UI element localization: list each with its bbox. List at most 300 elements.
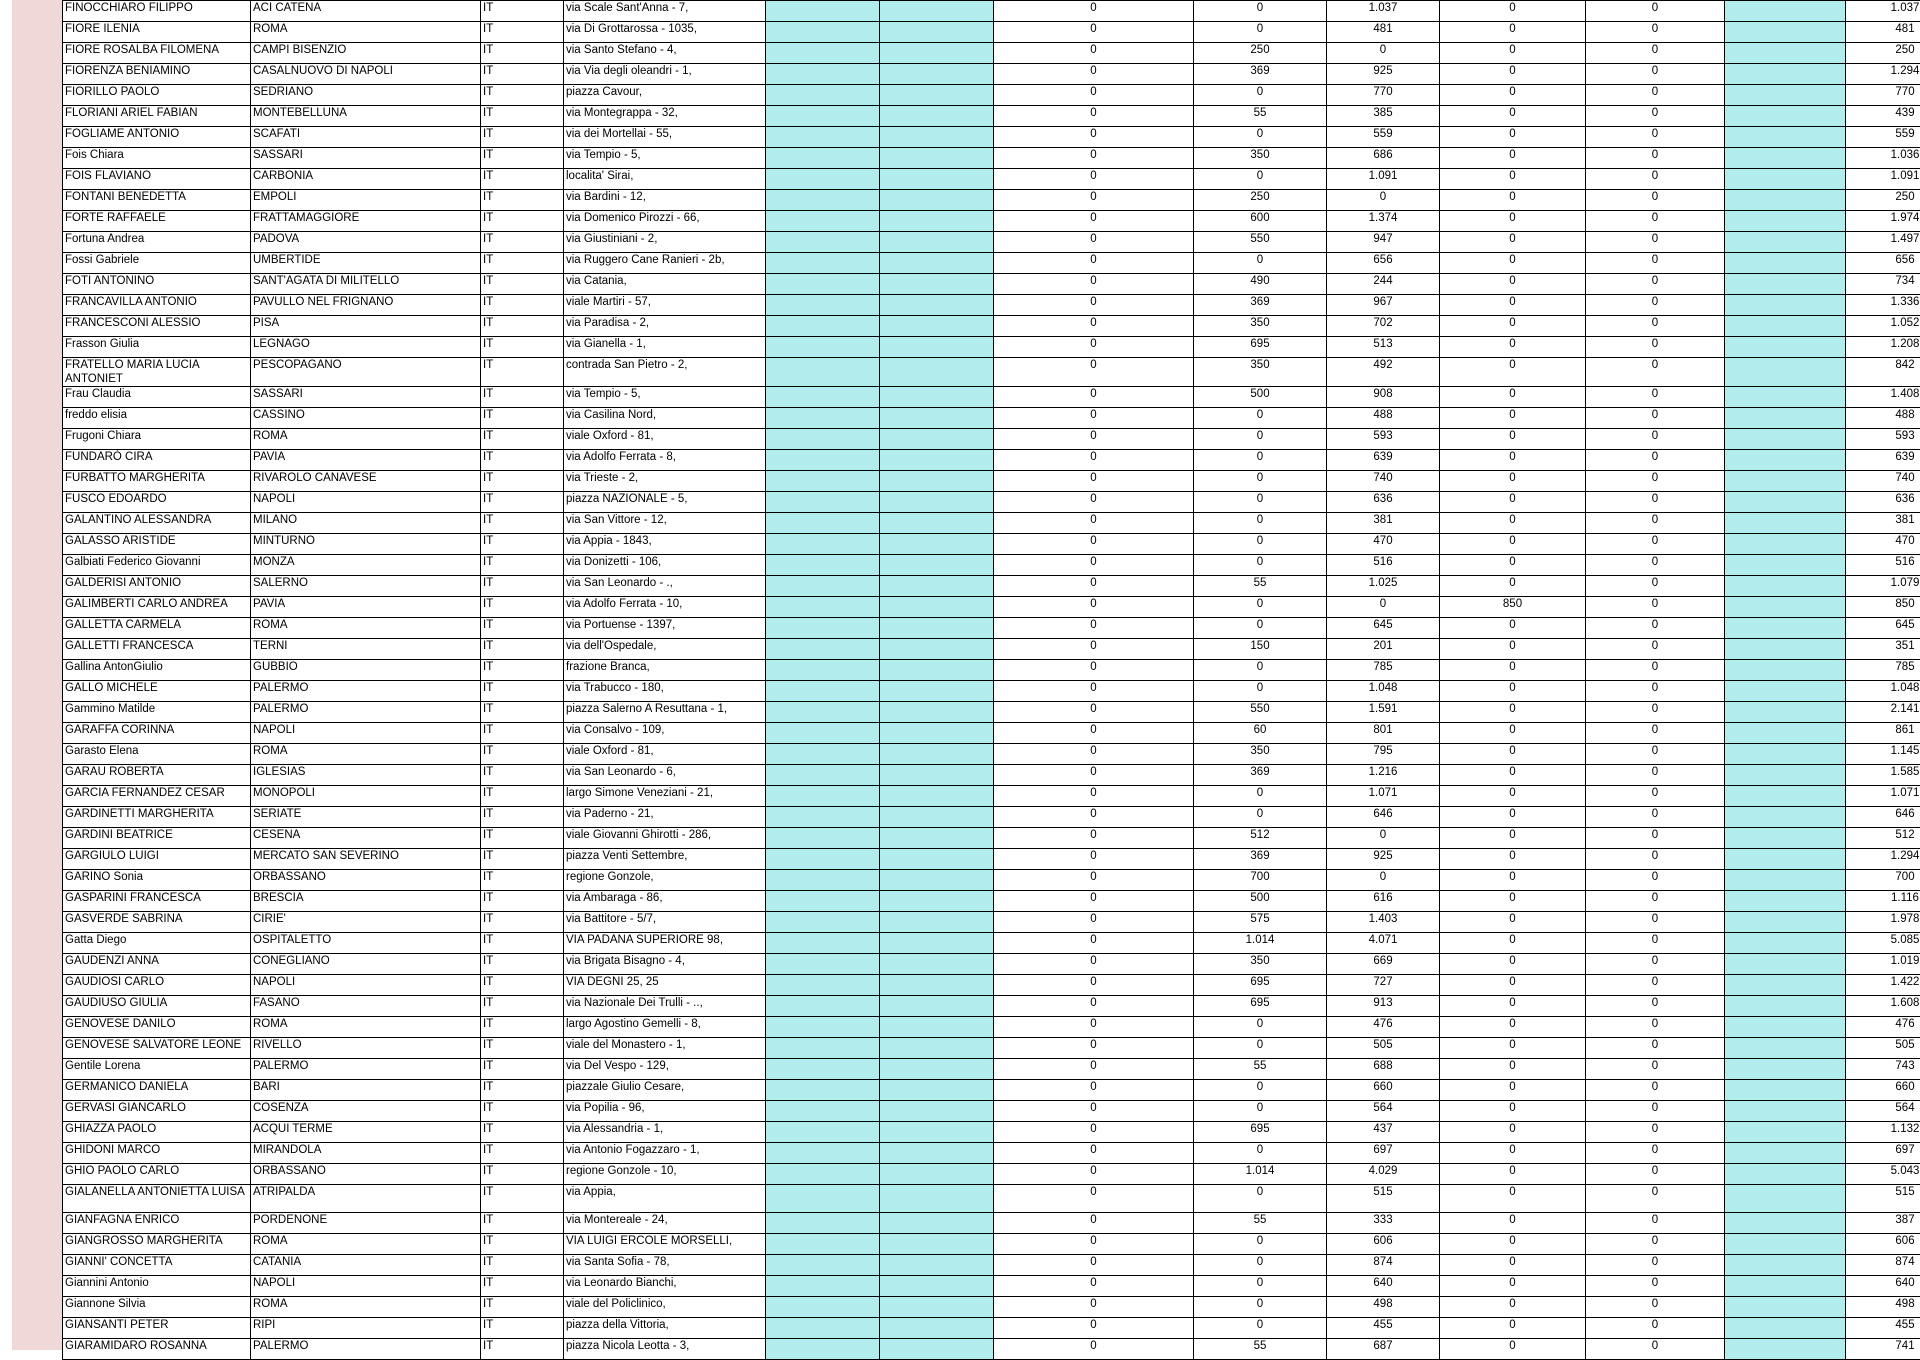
cell-city: MONTEBELLUNA <box>251 106 481 127</box>
cell-empty-highlight <box>766 1318 880 1339</box>
table-row <box>63 106 1920 127</box>
cell-empty-highlight <box>1725 408 1846 429</box>
table-row <box>63 211 1920 232</box>
cell-empty-highlight <box>880 828 994 849</box>
cell-address: VIA DEGNI 25, 25 <box>564 975 766 996</box>
cell-empty-highlight <box>880 211 994 232</box>
table-row <box>63 1185 1920 1213</box>
cell-value: 55 <box>1194 576 1327 597</box>
cell-name: GALLETTA CARMELA <box>63 618 251 639</box>
cell-city: CAMPI BISENZIO <box>251 43 481 64</box>
cell-value: 455 <box>1327 1318 1440 1339</box>
cell-total: 250 <box>1846 190 1920 211</box>
cell-total: 476 <box>1846 1017 1920 1038</box>
cell-empty-highlight <box>766 891 880 912</box>
cell-value: 385 <box>1327 106 1440 127</box>
cell-value: 0 <box>1440 295 1586 316</box>
cell-total: 1.408 <box>1846 387 1920 408</box>
cell-value: 515 <box>1327 1185 1440 1213</box>
cell-city: MIRANDOLA <box>251 1143 481 1164</box>
cell-country: IT <box>481 681 564 702</box>
table-row <box>63 85 1920 106</box>
cell-value: 0 <box>1586 1185 1725 1213</box>
cell-city: PADOVA <box>251 232 481 253</box>
cell-city: SASSARI <box>251 148 481 169</box>
cell-empty-highlight <box>766 870 880 891</box>
table-row <box>63 1339 1920 1360</box>
cell-total: 740 <box>1846 471 1920 492</box>
cell-empty-highlight <box>880 1 994 22</box>
cell-total: 743 <box>1846 1059 1920 1080</box>
cell-value: 0 <box>994 253 1194 274</box>
cell-value: 0 <box>1440 1276 1586 1297</box>
cell-city: PAVULLO NEL FRIGNANO <box>251 295 481 316</box>
cell-value: 0 <box>1440 148 1586 169</box>
cell-country: IT <box>481 954 564 975</box>
cell-total: 1.019 <box>1846 954 1920 975</box>
cell-empty-highlight <box>1725 274 1846 295</box>
cell-value: 201 <box>1327 639 1440 660</box>
cell-value: 0 <box>1440 253 1586 274</box>
cell-value: 0 <box>1586 744 1725 765</box>
cell-value: 575 <box>1194 912 1327 933</box>
cell-name: GIARAMIDARO ROSANNA <box>63 1339 251 1360</box>
cell-empty-highlight <box>1725 576 1846 597</box>
cell-value: 0 <box>994 702 1194 723</box>
cell-value: 695 <box>1194 337 1327 358</box>
cell-empty-highlight <box>1725 253 1846 274</box>
cell-value: 0 <box>994 660 1194 681</box>
cell-city: OSPITALETTO <box>251 933 481 954</box>
cell-value: 0 <box>1586 253 1725 274</box>
cell-total: 700 <box>1846 870 1920 891</box>
table-row <box>63 660 1920 681</box>
cell-address: largo Simone Veneziani - 21, <box>564 786 766 807</box>
cell-value: 740 <box>1327 471 1440 492</box>
cell-address: via Battitore - 5/7, <box>564 912 766 933</box>
cell-city: RIVAROLO CANAVESE <box>251 471 481 492</box>
cell-value: 0 <box>1194 786 1327 807</box>
table-row <box>63 1017 1920 1038</box>
cell-address: via Brigata Bisagno - 4, <box>564 954 766 975</box>
cell-value: 55 <box>1194 106 1327 127</box>
cell-value: 0 <box>994 316 1194 337</box>
cell-value: 0 <box>1586 387 1725 408</box>
cell-value: 0 <box>994 1234 1194 1255</box>
cell-empty-highlight <box>1725 975 1846 996</box>
cell-address: via Catania, <box>564 274 766 295</box>
cell-value: 0 <box>1194 534 1327 555</box>
table-row <box>63 1276 1920 1297</box>
cell-address: piazza della Vittoria, <box>564 1318 766 1339</box>
cell-country: IT <box>481 597 564 618</box>
cell-value: 0 <box>1440 43 1586 64</box>
cell-empty-highlight <box>766 975 880 996</box>
cell-empty-highlight <box>1725 1297 1846 1318</box>
cell-name: GAUDENZI ANNA <box>63 954 251 975</box>
cell-name: GARGIULO LUIGI <box>63 849 251 870</box>
cell-value: 55 <box>1194 1213 1327 1234</box>
cell-empty-highlight <box>766 1059 880 1080</box>
cell-name: Frugoni Chiara <box>63 429 251 450</box>
cell-total: 1.116 <box>1846 891 1920 912</box>
cell-value: 0 <box>1194 253 1327 274</box>
cell-value: 0 <box>1586 471 1725 492</box>
cell-country: IT <box>481 1038 564 1059</box>
cell-total: 512 <box>1846 828 1920 849</box>
cell-empty-highlight <box>880 337 994 358</box>
cell-value: 0 <box>1440 912 1586 933</box>
cell-value: 0 <box>1586 765 1725 786</box>
cell-value: 727 <box>1327 975 1440 996</box>
cell-empty-highlight <box>766 274 880 295</box>
cell-value: 381 <box>1327 513 1440 534</box>
cell-name: GENOVESE DANILO <box>63 1017 251 1038</box>
cell-value: 1.014 <box>1194 1164 1327 1185</box>
cell-value: 550 <box>1194 702 1327 723</box>
cell-total: 1.048 <box>1846 681 1920 702</box>
cell-value: 0 <box>994 337 1194 358</box>
cell-city: CONEGLIANO <box>251 954 481 975</box>
cell-value: 0 <box>1586 975 1725 996</box>
cell-city: LEGNAGO <box>251 337 481 358</box>
cell-address: piazza Venti Settembre, <box>564 849 766 870</box>
cell-country: IT <box>481 358 564 387</box>
cell-address: via Consalvo - 109, <box>564 723 766 744</box>
cell-name: FURBATTO MARGHERITA <box>63 471 251 492</box>
cell-value: 481 <box>1327 22 1440 43</box>
cell-address: via Bardini - 12, <box>564 190 766 211</box>
cell-value: 0 <box>1586 786 1725 807</box>
cell-empty-highlight <box>1725 744 1846 765</box>
cell-total: 505 <box>1846 1038 1920 1059</box>
cell-value: 0 <box>1440 1122 1586 1143</box>
cell-empty-highlight <box>1725 492 1846 513</box>
cell-value: 0 <box>1440 1318 1586 1339</box>
cell-empty-highlight <box>880 1297 994 1318</box>
cell-city: CESENA <box>251 828 481 849</box>
cell-empty-highlight <box>880 534 994 555</box>
cell-value: 0 <box>1586 513 1725 534</box>
cell-address: via Donizetti - 106, <box>564 555 766 576</box>
cell-value: 0 <box>1586 1017 1725 1038</box>
cell-value: 0 <box>1586 681 1725 702</box>
table-row <box>63 1 1920 22</box>
cell-value: 0 <box>994 933 1194 954</box>
cell-value: 0 <box>994 1 1194 22</box>
cell-empty-highlight <box>766 358 880 387</box>
cell-address: piazza Salerno A Resuttana - 1, <box>564 702 766 723</box>
cell-country: IT <box>481 1080 564 1101</box>
cell-name: freddo elisia <box>63 408 251 429</box>
cell-value: 0 <box>1586 702 1725 723</box>
cell-value: 500 <box>1194 387 1327 408</box>
cell-value: 0 <box>994 85 1194 106</box>
cell-total: 645 <box>1846 618 1920 639</box>
cell-empty-highlight <box>766 1143 880 1164</box>
cell-total: 640 <box>1846 1276 1920 1297</box>
cell-empty-highlight <box>766 702 880 723</box>
cell-value: 0 <box>1194 127 1327 148</box>
cell-city: ROMA <box>251 1234 481 1255</box>
cell-country: IT <box>481 471 564 492</box>
cell-value: 55 <box>1194 1339 1327 1360</box>
cell-value: 0 <box>1586 316 1725 337</box>
spreadsheet <box>62 0 1918 1360</box>
cell-empty-highlight <box>880 295 994 316</box>
cell-empty-highlight <box>880 85 994 106</box>
cell-value: 0 <box>994 975 1194 996</box>
cell-empty-highlight <box>880 723 994 744</box>
cell-city: ACI CATENA <box>251 1 481 22</box>
cell-value: 0 <box>1440 534 1586 555</box>
cell-empty-highlight <box>766 681 880 702</box>
cell-value: 0 <box>1586 534 1725 555</box>
cell-country: IT <box>481 1276 564 1297</box>
cell-empty-highlight <box>880 64 994 85</box>
cell-empty-highlight <box>1725 912 1846 933</box>
cell-total: 516 <box>1846 555 1920 576</box>
cell-total: 741 <box>1846 1339 1920 1360</box>
cell-value: 0 <box>1440 492 1586 513</box>
cell-country: IT <box>481 1255 564 1276</box>
cell-empty-highlight <box>766 1164 880 1185</box>
cell-value: 0 <box>1194 1185 1327 1213</box>
cell-value: 0 <box>1586 954 1725 975</box>
cell-empty-highlight <box>1725 954 1846 975</box>
cell-empty-highlight <box>1725 127 1846 148</box>
cell-value: 1.591 <box>1327 702 1440 723</box>
cell-name: GIANGROSSO MARGHERITA <box>63 1234 251 1255</box>
table-row <box>63 1122 1920 1143</box>
cell-value: 702 <box>1327 316 1440 337</box>
cell-value: 1.374 <box>1327 211 1440 232</box>
cell-empty-highlight <box>766 1297 880 1318</box>
cell-city: CIRIE' <box>251 912 481 933</box>
cell-value: 512 <box>1194 828 1327 849</box>
table-row <box>63 702 1920 723</box>
cell-total: 1.608 <box>1846 996 1920 1017</box>
cell-address: via Casilina Nord, <box>564 408 766 429</box>
cell-value: 0 <box>994 64 1194 85</box>
cell-country: IT <box>481 429 564 450</box>
cell-value: 0 <box>994 639 1194 660</box>
cell-total: 5.085 <box>1846 933 1920 954</box>
cell-total: 1.037 <box>1846 1 1920 22</box>
cell-value: 0 <box>1440 807 1586 828</box>
cell-empty-highlight <box>766 1185 880 1213</box>
cell-value: 0 <box>994 891 1194 912</box>
cell-empty-highlight <box>766 387 880 408</box>
cell-country: IT <box>481 1101 564 1122</box>
table-row <box>63 387 1920 408</box>
cell-value: 0 <box>1194 1017 1327 1038</box>
cell-value: 0 <box>1440 1059 1586 1080</box>
cell-value: 0 <box>1440 358 1586 387</box>
cell-value: 0 <box>1586 106 1725 127</box>
cell-total: 874 <box>1846 1255 1920 1276</box>
cell-country: IT <box>481 975 564 996</box>
cell-country: IT <box>481 232 564 253</box>
cell-empty-highlight <box>1725 1318 1846 1339</box>
cell-value: 0 <box>994 106 1194 127</box>
cell-value: 0 <box>1194 1255 1327 1276</box>
cell-name: Frau Claudia <box>63 387 251 408</box>
cell-value: 1.014 <box>1194 933 1327 954</box>
cell-name: GASVERDE SABRINA <box>63 912 251 933</box>
cell-name: GARDINETTI MARGHERITA <box>63 807 251 828</box>
cell-city: ROMA <box>251 22 481 43</box>
cell-address: viale Giovanni Ghirotti - 286, <box>564 828 766 849</box>
cell-address: via San Leonardo - ., <box>564 576 766 597</box>
cell-name: GAUDIUSO GIULIA <box>63 996 251 1017</box>
cell-empty-highlight <box>1725 870 1846 891</box>
cell-value: 0 <box>994 450 1194 471</box>
cell-address: frazione Branca, <box>564 660 766 681</box>
cell-country: IT <box>481 1185 564 1213</box>
cell-name: Giannini Antonio <box>63 1276 251 1297</box>
cell-country: IT <box>481 64 564 85</box>
cell-country: IT <box>481 1339 564 1360</box>
cell-value: 0 <box>1586 597 1725 618</box>
cell-value: 1.037 <box>1327 1 1440 22</box>
cell-value: 0 <box>1194 492 1327 513</box>
cell-value: 0 <box>1440 933 1586 954</box>
cell-value: 0 <box>1440 1143 1586 1164</box>
cell-total: 861 <box>1846 723 1920 744</box>
cell-city: RIPI <box>251 1318 481 1339</box>
cell-address: via Ruggero Cane Ranieri - 2b, <box>564 253 766 274</box>
cell-total: 351 <box>1846 639 1920 660</box>
cell-value: 660 <box>1327 1080 1440 1101</box>
cell-address: via San Leonardo - 6, <box>564 765 766 786</box>
cell-value: 0 <box>1440 849 1586 870</box>
cell-empty-highlight <box>1725 828 1846 849</box>
cell-empty-highlight <box>880 1276 994 1297</box>
cell-value: 0 <box>1586 618 1725 639</box>
cell-value: 0 <box>994 1276 1194 1297</box>
cell-address: via Appia - 1843, <box>564 534 766 555</box>
cell-city: ROMA <box>251 1017 481 1038</box>
cell-empty-highlight <box>766 765 880 786</box>
cell-empty-highlight <box>1725 1276 1846 1297</box>
cell-value: 0 <box>994 555 1194 576</box>
cell-value: 0 <box>994 828 1194 849</box>
cell-name: FINOCCHIARO FILIPPO <box>63 1 251 22</box>
cell-name: FORTE RAFFAELE <box>63 211 251 232</box>
table-row <box>63 534 1920 555</box>
cell-country: IT <box>481 912 564 933</box>
cell-country: IT <box>481 190 564 211</box>
cell-value: 0 <box>1440 429 1586 450</box>
cell-empty-highlight <box>880 1339 994 1360</box>
cell-value: 695 <box>1194 975 1327 996</box>
cell-name: FLORIANI ARIEL FABIAN <box>63 106 251 127</box>
cell-empty-highlight <box>766 471 880 492</box>
cell-empty-highlight <box>766 1213 880 1234</box>
cell-value: 0 <box>1586 1234 1725 1255</box>
cell-value: 0 <box>1440 408 1586 429</box>
cell-empty-highlight <box>766 1101 880 1122</box>
cell-empty-highlight <box>1725 43 1846 64</box>
table-row <box>63 828 1920 849</box>
cell-value: 369 <box>1194 295 1327 316</box>
cell-value: 0 <box>994 807 1194 828</box>
cell-address: via Leonardo Bianchi, <box>564 1276 766 1297</box>
cell-value: 0 <box>1194 169 1327 190</box>
cell-name: GASPARINI FRANCESCA <box>63 891 251 912</box>
table-row <box>63 429 1920 450</box>
cell-name: GENOVESE SALVATORE LEONE <box>63 1038 251 1059</box>
table-row <box>63 1038 1920 1059</box>
cell-empty-highlight <box>766 316 880 337</box>
cell-empty-highlight <box>880 190 994 211</box>
table-row <box>63 954 1920 975</box>
cell-total: 439 <box>1846 106 1920 127</box>
cell-country: IT <box>481 1143 564 1164</box>
cell-value: 785 <box>1327 660 1440 681</box>
cell-value: 0 <box>994 408 1194 429</box>
cell-value: 0 <box>994 43 1194 64</box>
table-row <box>63 639 1920 660</box>
table-row <box>63 22 1920 43</box>
cell-value: 600 <box>1194 211 1327 232</box>
cell-total: 488 <box>1846 408 1920 429</box>
cell-name: FOIS FLAVIANO <box>63 169 251 190</box>
cell-city: PORDENONE <box>251 1213 481 1234</box>
cell-empty-highlight <box>880 1318 994 1339</box>
cell-value: 0 <box>1194 618 1327 639</box>
cell-total: 1.978 <box>1846 912 1920 933</box>
cell-value: 0 <box>1440 618 1586 639</box>
cell-name: FOGLIAME ANTONIO <box>63 127 251 148</box>
cell-value: 250 <box>1194 190 1327 211</box>
cell-value: 0 <box>1440 274 1586 295</box>
cell-value: 0 <box>994 576 1194 597</box>
cell-value: 0 <box>1586 723 1725 744</box>
cell-value: 0 <box>994 996 1194 1017</box>
cell-value: 616 <box>1327 891 1440 912</box>
cell-country: IT <box>481 295 564 316</box>
cell-empty-highlight <box>880 253 994 274</box>
cell-empty-highlight <box>880 408 994 429</box>
cell-value: 0 <box>1586 295 1725 316</box>
cell-empty-highlight <box>1725 148 1846 169</box>
left-margin-strip <box>12 0 62 1350</box>
cell-value: 0 <box>1440 744 1586 765</box>
cell-value: 369 <box>1194 765 1327 786</box>
cell-city: SCAFATI <box>251 127 481 148</box>
cell-address: piazza Nicola Leotta - 3, <box>564 1339 766 1360</box>
cell-value: 0 <box>1440 190 1586 211</box>
cell-address: viale Oxford - 81, <box>564 744 766 765</box>
cell-value: 0 <box>1440 1297 1586 1318</box>
cell-empty-highlight <box>766 744 880 765</box>
cell-empty-highlight <box>1725 849 1846 870</box>
cell-name: Fortuna Andrea <box>63 232 251 253</box>
cell-country: IT <box>481 148 564 169</box>
table-row <box>63 681 1920 702</box>
cell-empty-highlight <box>766 807 880 828</box>
cell-country: IT <box>481 169 564 190</box>
cell-value: 0 <box>1440 996 1586 1017</box>
cell-value: 0 <box>1440 450 1586 471</box>
cell-empty-highlight <box>1725 106 1846 127</box>
cell-value: 0 <box>1586 148 1725 169</box>
cell-country: IT <box>481 1213 564 1234</box>
cell-value: 0 <box>1586 660 1725 681</box>
cell-total: 1.079 <box>1846 576 1920 597</box>
